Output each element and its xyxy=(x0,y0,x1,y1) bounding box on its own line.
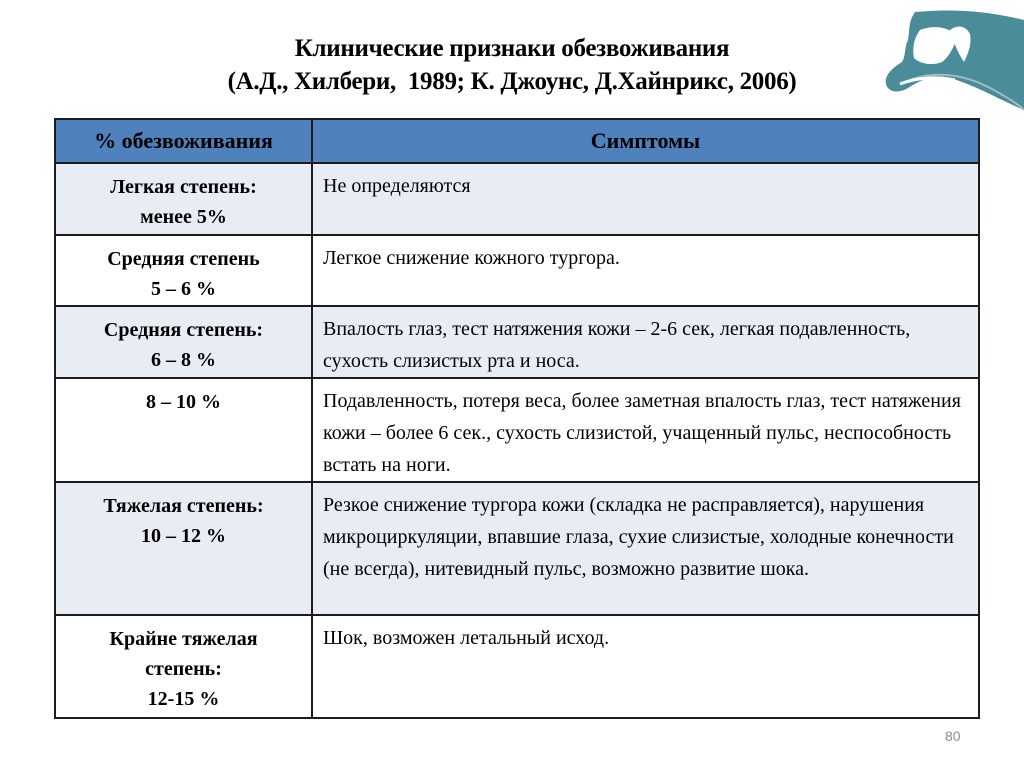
table-row xyxy=(55,378,979,482)
level-cell xyxy=(55,482,312,615)
level-label-cont: степень: xyxy=(145,658,222,680)
level-range: 10 – 12 % xyxy=(141,525,226,547)
dehydration-table xyxy=(54,118,980,719)
level-range: 6 – 8 % xyxy=(151,349,216,371)
level-label: Средняя степень xyxy=(107,248,260,270)
symptoms-cell: Резкое снижение тургора кожи (складка не расправляется), нарушения микроциркуляции, впавшие глаза, сухие слизистые, холодные конечности (не всегда), нитевидный пульс, возможно развитие шока. xyxy=(312,482,979,615)
table-row xyxy=(55,163,979,235)
table-row xyxy=(55,482,979,615)
level-range: 5 – 6 % xyxy=(151,278,216,300)
table-row xyxy=(55,306,979,378)
table-header-row xyxy=(55,119,979,163)
header-dehydration-percent: % обезвоживания xyxy=(55,119,312,163)
symptoms-cell: Впалость глаз, тест натяжения кожи – 2-6 сек, легкая подавленность, сухость слизистых рта и носа. xyxy=(312,306,979,378)
slide-title xyxy=(0,32,1024,98)
level-range: менее 5% xyxy=(140,206,227,228)
header-symptoms: Симптомы xyxy=(312,119,979,163)
symptoms-cell: Легкое снижение кожного тургора. xyxy=(312,235,979,306)
level-range: 8 – 10 % xyxy=(146,391,221,413)
level-cell xyxy=(55,163,312,235)
level-label: Средняя степень: xyxy=(103,319,264,341)
table-row xyxy=(55,235,979,306)
level-cell xyxy=(55,235,312,306)
level-range: 12-15 % xyxy=(147,688,220,710)
level-label: Крайне тяжелая xyxy=(109,628,258,650)
page-number: 80 xyxy=(945,728,961,744)
horse-head-logo-icon xyxy=(880,0,1024,115)
symptoms-cell: Подавленность, потеря веса, более заметная впалость глаз, тест натяжения кожи – более 6 сек., сухость слизистой, учащенный пульс, неспособность встать на ноги. xyxy=(312,378,979,482)
level-cell xyxy=(55,378,312,482)
level-label: Тяжелая степень: xyxy=(103,495,264,517)
level-label: Легкая степень: xyxy=(110,176,257,198)
symptoms-cell: Шок, возможен летальный исход. xyxy=(312,615,979,718)
title-line-2: (А.Д., Хилбери, 1989; К. Джоунс, Д.Хайнрикс, 2006) xyxy=(227,68,797,95)
table-row xyxy=(55,615,979,718)
symptoms-cell: Не определяются xyxy=(312,163,979,235)
title-line-1: Клинические признаки обезвоживания xyxy=(294,35,730,62)
level-cell xyxy=(55,615,312,718)
level-cell xyxy=(55,306,312,378)
